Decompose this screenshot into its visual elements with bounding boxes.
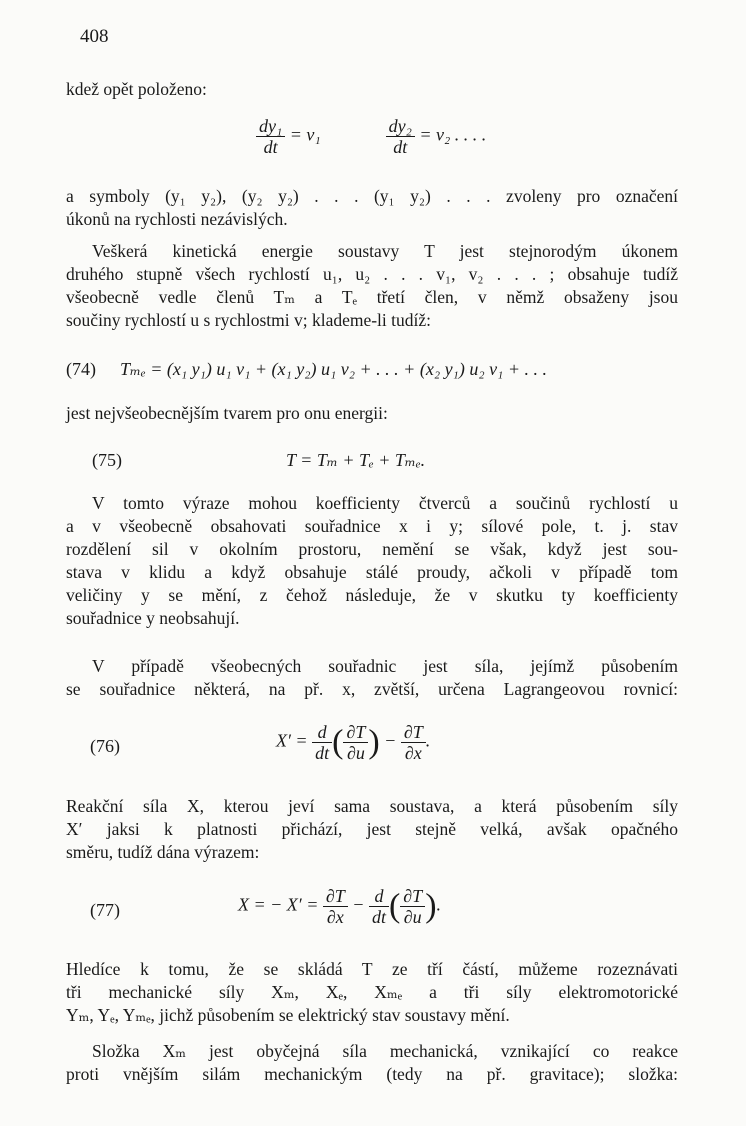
fraction: $\frac{\text{dy₂}}{dt}$: [386, 116, 415, 157]
text-line: Hledíce k tomu, že se skládá T ze tří částí, můžeme rozeznávati: [66, 959, 678, 979]
text-line: Složka Xₘ jest obyčejná síla mechanická, vznikající co reakce: [92, 1041, 678, 1061]
equation-75: [66, 448, 678, 488]
page-number: 408: [80, 26, 109, 47]
text-line: souřadnice y neobsahují.: [66, 608, 240, 628]
text-line: jest nejvšeobecnějším tvarem pro onu energii:: [66, 403, 388, 423]
equation-number: (74): [66, 359, 96, 379]
equation-77: [66, 886, 678, 942]
paragraph-lagrange: [66, 655, 678, 701]
paragraph-symbols: [66, 185, 678, 231]
paragraph-general-form: [66, 402, 678, 425]
fraction: $\frac{d}{dt}$: [312, 722, 332, 763]
equation-76: [66, 722, 678, 778]
fraction: $\frac{\text{dy₁}}{dt}$: [256, 116, 285, 157]
text-line: tři mechanické síly Xₘ, Xₑ, Xₘₑ a tři síly elektromotorické: [66, 982, 678, 1002]
equation-body: X′ = $\frac{d}{dt}$ ( $\frac{\partial T}{\partial u}$ ) − $\frac{\partial T}{\partial x}$ .: [276, 722, 431, 763]
paragraph-forces: [66, 958, 678, 1027]
paragraph-reaction-force: [66, 795, 678, 864]
text-line: proti vnějším silám mechanickým (tedy na př. gravitace); složka:: [66, 1064, 678, 1084]
text-line: kdež opět položeno:: [66, 79, 207, 99]
text-line: směru, tudíž dána výrazem:: [66, 842, 260, 862]
equation-velocity-definitions: $\frac{\text{dy₁}}{dt}$ = v₁ $\frac{\text{dy₂}}{dt}$ = v₂ . . . .: [66, 116, 678, 156]
fraction: $\frac{\partial T}{\partial u}$: [400, 886, 425, 927]
text-line: rozdělení sil v okolním prostoru, nemění se však, když jest sou-: [66, 539, 678, 559]
fraction: $\frac{\partial T}{\partial u}$: [343, 722, 368, 763]
intro-text: [66, 78, 678, 101]
text-line: veličiny y se mění, z čehož následuje, že v skutku ty koefficienty: [66, 585, 678, 605]
text-line: V tomto výraze mohou koefficienty čtverců a součinů rychlostí u: [92, 493, 678, 513]
fraction: $\frac{\partial T}{\partial x}$: [401, 722, 426, 763]
equation-number: (76): [90, 736, 120, 756]
text-line: a v všeobecně obsahovati souřadnice x i y; sílové pole, t. j. stav: [66, 516, 678, 536]
equation-number: (77): [90, 900, 120, 920]
paragraph-kinetic-energy: [66, 240, 678, 332]
fraction: $\frac{\partial T}{\partial x}$: [323, 886, 348, 927]
text-line: Yₘ, Yₑ, Yₘₑ, jichž působením se elektrický stav soustavy mění.: [66, 1005, 510, 1025]
text-line: X′ jaksi k platnosti přichází, jest stejně velká, avšak opačného: [66, 819, 678, 839]
text-line: součiny rychlostí u s rychlostmi v; klademe-li tudíž:: [66, 310, 432, 330]
text-line: Veškerá kinetická energie soustavy T jest stejnorodým úkonem: [92, 241, 678, 261]
equation-body: T = Tₘ + Tₑ + Tₘₑ.: [286, 450, 426, 470]
fraction: $\frac{d}{dt}$: [369, 886, 389, 927]
text-line: stava v klidu a když obsahuje stálé proudy, ačkoli v případě tom: [66, 562, 678, 582]
equation-body: X = − X′ = $\frac{\partial T}{\partial x}$ − $\frac{d}{dt}$ ( $\frac{\partial T}{\partial u}$ ).: [238, 886, 442, 927]
text-line: a symboly (y₁ y₂), (y₂ y₂) . . . (y₁ y₂) . . . zvoleny pro označení: [66, 186, 678, 206]
equation-74: [66, 357, 678, 397]
equation-body: Tₘₑ = (x₁ y₁) u₁ v₁ + (x₁ y₂) u₁ v₂ + . . . + (x₂ y₁) u₂ v₁ + . . .: [120, 359, 547, 379]
text-line: se souřadnice některá, na př. x, zvětší, určena Lagrangeovou rovnicí:: [66, 679, 678, 699]
text-line: V případě všeobecných souřadnic jest síla, jejímž působením: [92, 656, 678, 676]
text-line: druhého stupně všech rychlostí u₁, u₂ . . . v₁, v₂ . . . ; obsahuje tudíž: [66, 264, 678, 284]
text-line: všeobecně vedle členů Tₘ a Tₑ třetí člen, v němž obsaženy jsou: [66, 287, 678, 307]
paragraph-component: [66, 1040, 678, 1086]
equation-number: (75): [92, 450, 122, 470]
text-line: úkonů na rychlosti nezávislých.: [66, 209, 288, 229]
paragraph-coefficients: [66, 492, 678, 630]
text-line: Reakční síla X, kterou jeví sama soustava, a která působením síly: [66, 796, 678, 816]
